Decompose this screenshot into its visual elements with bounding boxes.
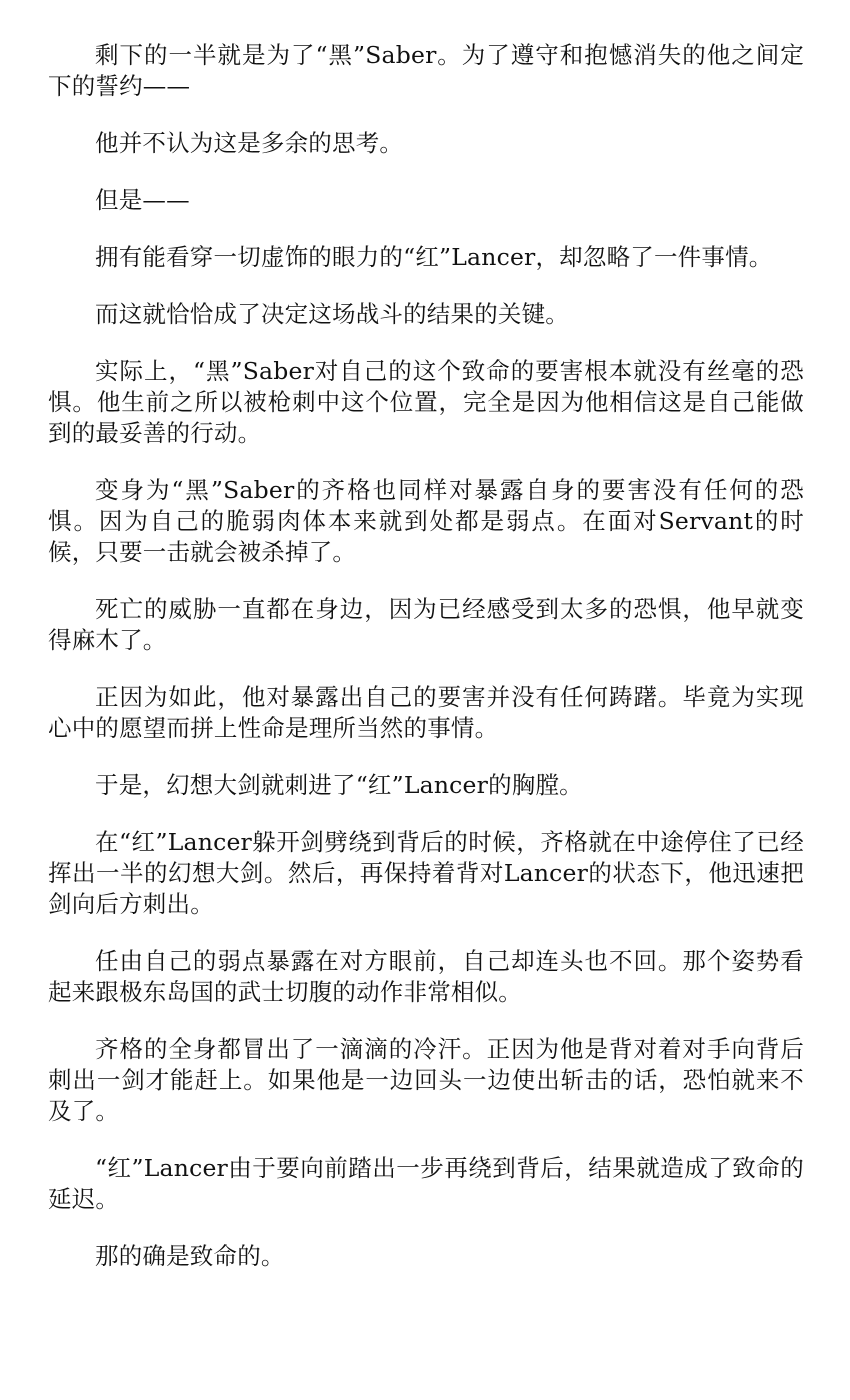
paragraph: “红”Lancer由于要向前踏出一步再绕到背后，结果就造成了致命的延迟。 xyxy=(48,1154,804,1213)
paragraph: 拥有能看穿一切虚饰的眼力的“红”Lancer，却忽略了一件事情。 xyxy=(95,243,773,271)
paragraph: 实际上，“黑”Saber对自己的这个致命的要害根本就没有丝毫的恐惧。他生前之所以被枪刺中这个位置，完全是因为他相信这是自己能做到的最妥善的行动。 xyxy=(48,357,804,447)
paragraph: 那的确是致命的。 xyxy=(95,1242,285,1270)
paragraph: 变身为“黑”Saber的齐格也同样对暴露自身的要害没有任何的恐惧。因为自己的脆弱肉体本来就到处都是弱点。在面对Servant的时候，只要一击就会被杀掉了。 xyxy=(48,476,804,566)
paragraph: 正因为如此，他对暴露出自己的要害并没有任何踌躇。毕竟为实现心中的愿望而拼上性命是理所当然的事情。 xyxy=(48,683,804,742)
document-page xyxy=(48,40,804,1298)
paragraph: 剩下的一半就是为了“黑”Saber。为了遵守和抱憾消失的他之间定下的誓约—— xyxy=(48,41,804,100)
paragraph: 他并不认为这是多余的思考。 xyxy=(95,129,404,157)
paragraph: 齐格的全身都冒出了一滴滴的冷汗。正因为他是背对着对手向背后刺出一剑才能赶上。如果他是一边回头一边使出斩击的话，恐怕就来不及了。 xyxy=(48,1035,804,1125)
paragraph: 在“红”Lancer躲开剑劈绕到背后的时候，齐格就在中途停住了已经挥出一半的幻想大剑。然后，再保持着背对Lancer的状态下，他迅速把剑向后方刺出。 xyxy=(48,828,804,918)
paragraph: 于是，幻想大剑就刺进了“红”Lancer的胸膛。 xyxy=(95,771,583,799)
paragraph: 死亡的威胁一直都在身边，因为已经感受到太多的恐惧，他早就变得麻木了。 xyxy=(48,595,804,654)
paragraph: 任由自己的弱点暴露在对方眼前，自己却连头也不回。那个姿势看起来跟极东岛国的武士切腹的动作非常相似。 xyxy=(48,947,804,1006)
paragraph: 而这就恰恰成了决定这场战斗的结果的关键。 xyxy=(95,300,569,328)
paragraph: 但是—— xyxy=(95,186,190,214)
